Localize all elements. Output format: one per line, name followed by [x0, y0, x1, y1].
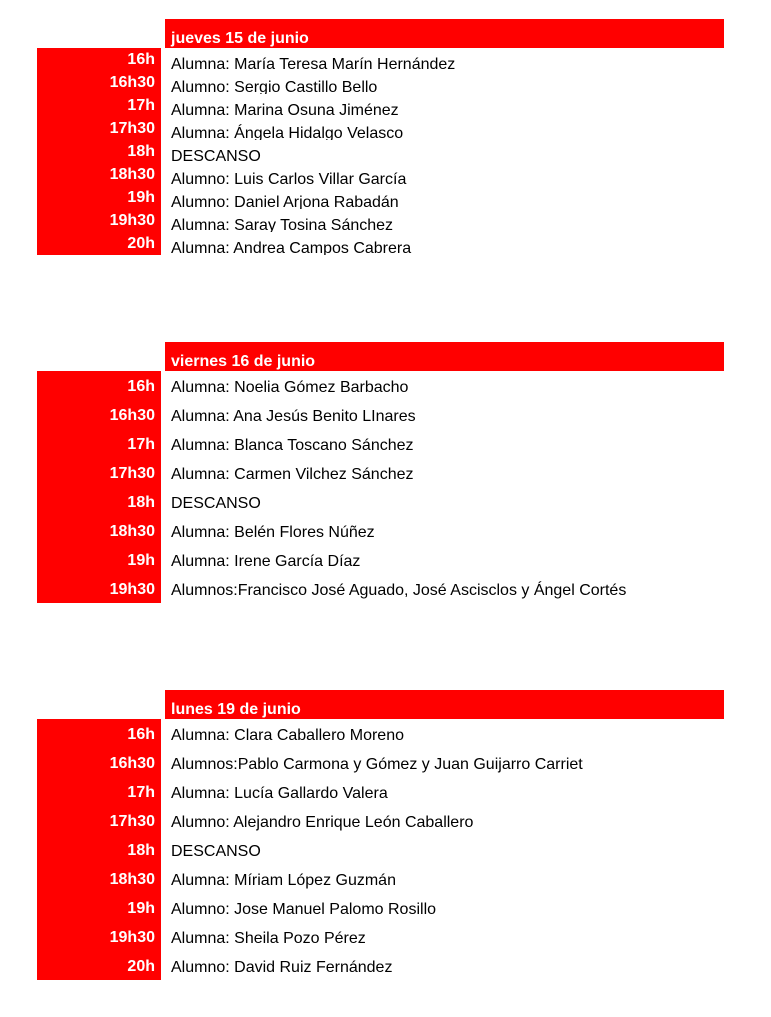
schedule-row — [37, 748, 724, 777]
entry-cell: Alumna: Ana Jesús Benito LInares — [171, 408, 416, 425]
time-cell: 19h30 — [37, 574, 161, 603]
time-cell: 16h — [37, 48, 161, 71]
entry-cell: DESCANSO — [171, 148, 261, 163]
schedule-row — [37, 163, 724, 186]
time-cell: 20h — [37, 951, 161, 980]
schedule-row — [37, 400, 724, 429]
time-cell: 18h — [37, 140, 161, 163]
entry-cell: Alumna: Irene García Díaz — [171, 553, 361, 570]
entry-cell: Alumna: Lucía Gallardo Valera — [171, 785, 388, 802]
entry-cell: Alumna: Saray Tosina Sánchez — [171, 217, 394, 232]
schedule-row — [37, 186, 724, 209]
entry-cell: Alumna: Marina Osuna Jiménez — [171, 102, 399, 117]
schedule-day-block — [37, 342, 724, 603]
day-header: viernes 16 de junio — [165, 342, 724, 371]
time-cell: 17h — [37, 94, 161, 117]
entry-cell: Alumna: Míriam López Guzmán — [171, 872, 396, 889]
time-cell: 16h — [37, 719, 161, 748]
entry-cell: Alumno: Alejandro Enrique León Caballero — [171, 814, 474, 831]
schedule-row — [37, 777, 724, 806]
time-cell: 17h30 — [37, 806, 161, 835]
time-cell: 16h — [37, 371, 161, 400]
time-cell: 17h30 — [37, 117, 161, 140]
schedule-row — [37, 209, 724, 232]
schedule-row — [37, 458, 724, 487]
entry-cell: Alumnos:Francisco José Aguado, José Ascisclos y Ángel Cortés — [171, 582, 627, 599]
entry-cell: Alumno: David Ruiz Fernández — [171, 959, 393, 976]
schedule-row — [37, 922, 724, 951]
entry-cell: Alumna: Belén Flores Núñez — [171, 524, 375, 541]
time-cell: 17h30 — [37, 458, 161, 487]
schedule-row — [37, 94, 724, 117]
schedule-row — [37, 487, 724, 516]
entry-cell: Alumno: Sergio Castillo Bello — [171, 79, 378, 94]
entry-cell: Alumna: Ángela Hidalgo Velasco — [171, 125, 404, 140]
time-cell: 16h30 — [37, 748, 161, 777]
schedule-row — [37, 232, 724, 255]
schedule-row — [37, 893, 724, 922]
time-cell: 19h30 — [37, 209, 161, 232]
entry-cell: DESCANSO — [171, 843, 261, 860]
schedule-row — [37, 429, 724, 458]
day-header: lunes 19 de junio — [165, 690, 724, 719]
entry-cell: Alumna: Blanca Toscano Sánchez — [171, 437, 414, 454]
time-cell: 18h — [37, 487, 161, 516]
entry-cell: Alumna: Noelia Gómez Barbacho — [171, 379, 409, 396]
time-cell: 17h — [37, 777, 161, 806]
schedule-row — [37, 719, 724, 748]
schedule-row — [37, 574, 724, 603]
entry-cell: Alumnos:Pablo Carmona y Gómez y Juan Guijarro Carriet — [171, 756, 583, 773]
entry-cell: Alumno: Jose Manuel Palomo Rosillo — [171, 901, 437, 918]
entry-cell: Alumna: Carmen Vilchez Sánchez — [171, 466, 414, 483]
time-cell: 18h30 — [37, 864, 161, 893]
schedule-row — [37, 516, 724, 545]
entry-cell: Alumna: Sheila Pozo Pérez — [171, 930, 366, 947]
time-cell: 19h — [37, 893, 161, 922]
entry-cell: Alumna: Clara Caballero Moreno — [171, 727, 404, 744]
schedule-row — [37, 117, 724, 140]
entry-cell: DESCANSO — [171, 495, 261, 512]
entry-cell: Alumno: Daniel Arjona Rabadán — [171, 194, 399, 209]
schedule-row — [37, 864, 724, 893]
schedule-row — [37, 71, 724, 94]
schedule-day-block — [37, 19, 724, 255]
schedule-row — [37, 371, 724, 400]
day-header: jueves 15 de junio — [165, 19, 724, 48]
time-cell: 18h — [37, 835, 161, 864]
entry-cell: Alumna: María Teresa Marín Hernández — [171, 56, 456, 71]
time-cell: 18h30 — [37, 163, 161, 186]
time-cell: 20h — [37, 232, 161, 255]
schedule-row — [37, 806, 724, 835]
schedule-row — [37, 140, 724, 163]
schedule-row — [37, 545, 724, 574]
entry-cell: Alumno: Luis Carlos Villar García — [171, 171, 407, 186]
time-cell: 17h — [37, 429, 161, 458]
schedule-day-block — [37, 690, 724, 980]
time-cell: 19h — [37, 545, 161, 574]
entry-cell: Alumna: Andrea Campos Cabrera — [171, 240, 412, 255]
schedule-row — [37, 48, 724, 71]
time-cell: 19h30 — [37, 922, 161, 951]
time-cell: 16h30 — [37, 400, 161, 429]
time-cell: 18h30 — [37, 516, 161, 545]
schedule-row — [37, 835, 724, 864]
schedule-row — [37, 951, 724, 980]
time-cell: 19h — [37, 186, 161, 209]
time-cell: 16h30 — [37, 71, 161, 94]
